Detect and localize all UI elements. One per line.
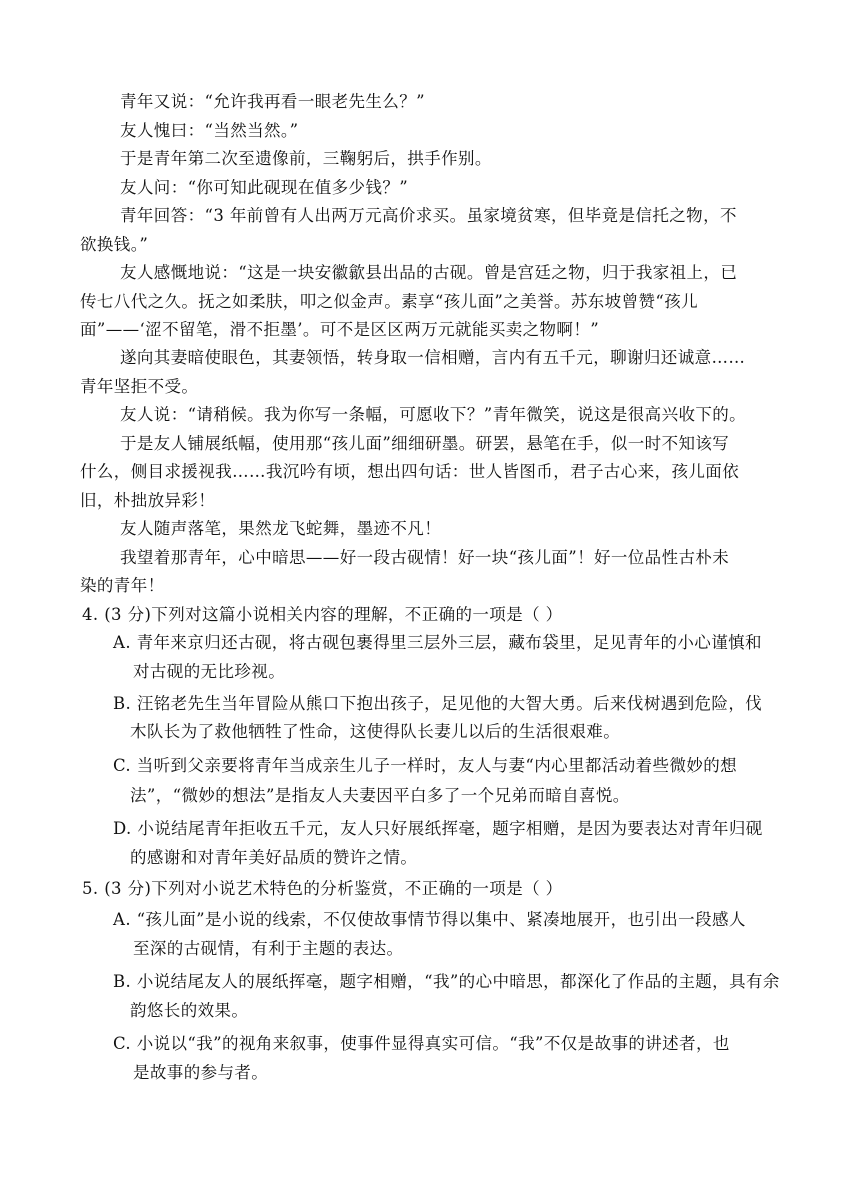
story-line: 染的青年！ [80,576,165,595]
story-line: 友人问：“你可知此砚现在值多少钱？” [120,178,409,197]
story-line: 青年又说：“允许我再看一眼老先生么？” [120,92,425,111]
story-line: 友人说：“请稍候。我为你写一条幅，可愿收下？”青年微笑，说这是很高兴收下的。 [120,405,747,424]
story-line: 面”——‘涩不留笔，滑不拒墨’。可不是区区两万元就能买卖之物啊！” [80,320,600,339]
question-4-option-d: D. 小说结尾青年拒收五千元，友人只好展纸挥毫，题字相赠，是因为要表达对青年归砚 [113,819,763,838]
story-line: 遂向其妻暗使眼色，其妻领悟，转身取一信相赠，言内有五千元，聊谢归还诚意…… [120,348,746,367]
story-line: 旧，朴拙放异彩！ [80,491,216,510]
question-5-option-c: C. 小说以“我”的视角来叙事，使事件显得真实可信。“我”不仅是故事的讲述者，也 [113,1034,730,1053]
question-4-option-b: B. 汪铭老先生当年冒险从熊口下抱出孩子，足见他的大智大勇。后来伐树遇到危险，伐 [113,694,763,713]
question-4-option-a-cont: 对古砚的无比珍视。 [133,662,286,681]
question-5-option-c-cont: 是故事的参与者。 [133,1063,269,1082]
story-line: 传七八代之久。抚之如柔肤，叩之似金声。素享“孩儿面”之美誉。苏东坡曾赞“孩儿 [80,292,699,311]
question-4-option-c: C. 当听到父亲要将青年当成亲生儿子一样时，友人与妻“内心里都活动着些微妙的想 [113,756,738,775]
question-4-option-d-cont: 的感谢和对青年美好品质的赞许之情。 [130,848,418,867]
story-line: 什么，侧目求援视我……我沉吟有顷，想出四句话：世人皆图币，君子古心来，孩儿面依 [80,462,740,481]
question-5-stem: 5. (3 分)下列对小说艺术特色的分析鉴赏，不正确的一项是（ ） [82,879,563,898]
question-4-option-c-cont: 法”，“微妙的想法”是指友人夫妻因平白多了一个兄弟而暗自喜悦。 [130,786,630,805]
story-line: 欲换钱。” [80,235,149,254]
story-line: 于是青年第二次至遗像前，三鞠躬后，拱手作别。 [120,149,492,168]
story-line: 友人随声落笔，果然龙飞蛇舞，墨迹不凡！ [120,519,442,538]
question-5-option-a-cont: 至深的古砚情，有利于主题的表达。 [133,939,404,958]
question-4-option-a: A. 青年来京归还古砚，将古砚包裹得里三层外三层，藏布袋里，足见青年的小心谨慎和 [113,633,762,652]
story-line: 友人感慨地说：“这是一块安徽歙县出品的古砚。曾是宫廷之物，归于我家祖上，已 [120,263,738,282]
story-line: 友人愧曰：“当然当然。” [120,121,299,140]
story-line: 青年回答：“3 年前曾有人出两万元高价求买。虽家境贫寒，但毕竟是信托之物，不 [120,206,737,225]
story-line: 于是友人铺展纸幅，使用那“孩儿面”细细研墨。研罢，悬笔在手，似一时不知该写 [120,434,730,453]
question-5-option-a: A. “孩儿面”是小说的线索，不仅使故事情节得以集中、紧凑地展开，也引出一段感人 [113,910,746,929]
story-line: 青年坚拒不受。 [80,377,199,396]
story-line: 我望着那青年，心中暗思——好一段古砚情！好一块“孩儿面”！好一位品性古朴未 [120,548,730,567]
question-4-stem: 4. (3 分)下列对这篇小说相关内容的理解，不正确的一项是（ ） [82,605,563,624]
question-5-option-b-cont: 韵悠长的效果。 [130,1001,249,1020]
question-5-option-b: B. 小说结尾友人的展纸挥毫，题字相赠，“我”的心中暗思，都深化了作品的主题，具有余 [113,972,780,991]
question-4-option-b-cont: 木队长为了救他牺牲了性命，这使得队长妻儿以后的生活很艰难。 [130,722,621,741]
